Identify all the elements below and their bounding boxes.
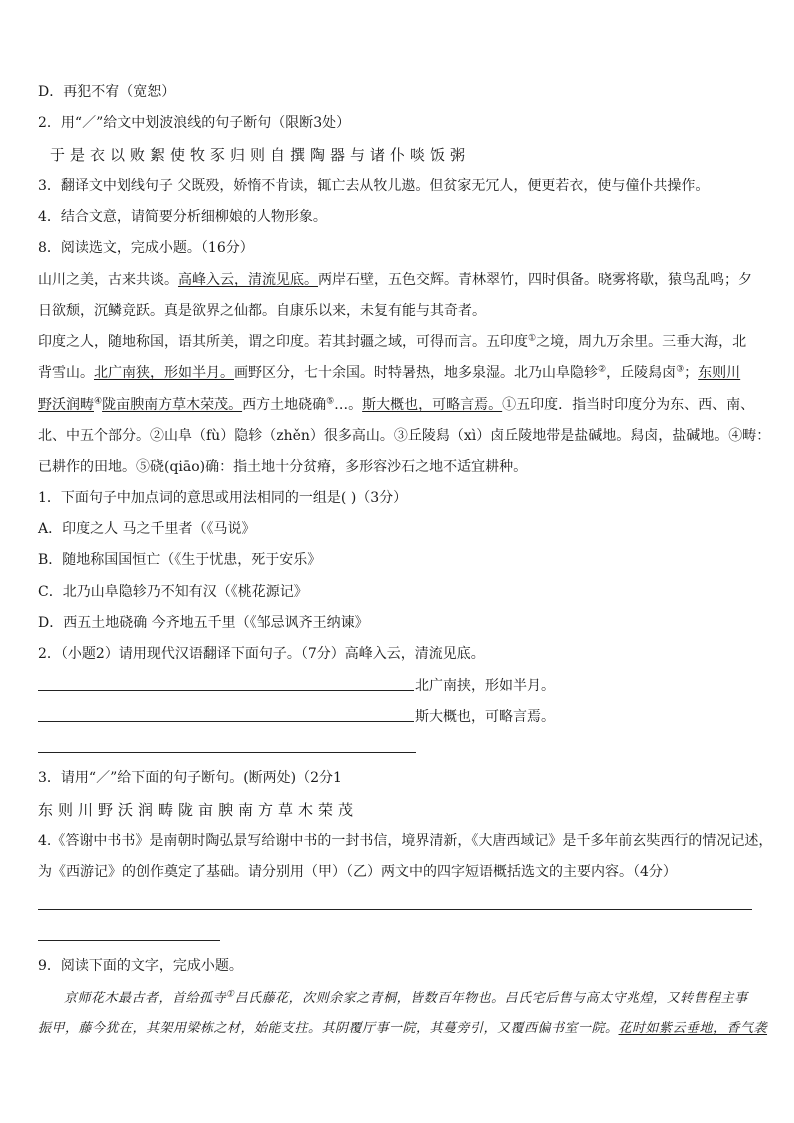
answer-line [38, 752, 416, 753]
underlined-text: 高峰入云，清流见底。 [178, 272, 318, 288]
passage-text: ，丘陵舄卤 [606, 365, 677, 381]
passage-text: 振甲，藤今犹在，其架用梁栋之材，始能支拄。其阴覆厅事一院，其蔓旁引，又覆西偏书室一院。 [38, 1021, 619, 1036]
footnote-marker: ③ [676, 364, 685, 375]
underlined-text: 东则川 [698, 365, 741, 381]
passage-text: 西方土地硗确 [242, 397, 327, 413]
passage-jia-line-2: 日欲颓，沉鳞竞跃。真是欲界之仙都。自康乐以来，未复有能与其奇者。 [38, 303, 486, 319]
footnote-text: ①五印度．指当时印度分为东、西、南、 [502, 397, 755, 413]
passage-yi-line-3 [38, 395, 754, 415]
footnote-line-1: 北、中五个部分。②山阜（fù）隐轸（zhěn）很多高山。③丘陵舄（xì）卤丘陵地带是盐碱地。舄卤，盐碱地。④畴： [38, 428, 771, 444]
answer-line [38, 721, 414, 722]
translate-sentence-3: 斯大概也，可略言焉。 [415, 709, 555, 725]
passage-9-line-1 [64, 989, 748, 1009]
subquestion-2: 2．（小题2）请用现代汉语翻译下面句子。（7分）高峰入云，清流见底。 [38, 646, 485, 662]
underlined-text: 斯大概也，可略言焉。 [362, 397, 503, 413]
section-9-heading: 9．阅读下面的文字，完成小题。 [38, 958, 243, 974]
passage-text: 画野区分，七十余国。时特暑热，地多泉湿。北乃山阜隐轸 [234, 365, 598, 381]
passage-jia-line-1 [38, 270, 752, 290]
question-2-line: 2．用“／”给文中划波浪线的句子断句（限断3处） [38, 115, 351, 131]
option-d: D．西五土地硗确 今齐地五千里（《邹忌讽齐王纳谏》 [38, 615, 369, 631]
question-4-line: 4．结合文意，请简要分析细柳娘的人物形象。 [38, 209, 327, 225]
sentence-to-punctuate: 于是衣以败絮使牧豕归则自撰陶器与诸仆啖饭粥 [50, 146, 471, 164]
footnote-marker: ② [598, 364, 607, 375]
underlined-text: 花时如紫云垂地，香气袭 [618, 1021, 768, 1036]
passage-text: 印度之人，随地称国，语其所美，谓之印度。若其封疆之域，可得而言。五印度 [38, 334, 528, 350]
footnote-marker: ① [528, 333, 537, 344]
subquestion-3: 3．请用“／”给下面的句子断句。(断两处)（2分1 [38, 770, 342, 786]
answer-line [38, 690, 414, 691]
passage-text: ； [684, 365, 699, 381]
footnote-line-2: 已耕作的田地。⑤硗(qiāo)确：指土地十分贫瘠，多形容沙石之地不适宜耕种。 [38, 459, 528, 475]
question-3-line: 3．翻译文中划线句子 父既殁，娇惰不肯读，辄亡去从牧儿遨。但贫家无冗人，便更若衣，使与僮仆共操作。 [38, 178, 710, 194]
section-8-heading: 8．阅读选文，完成小题。（16分） [38, 240, 254, 256]
subquestion-4-line-1: 4.《答谢中书书》是南朝时陶弘景写给谢中书的一封书信，境界清新，《大唐西域记》是千多年前玄奘西行的情况记述， [38, 833, 773, 849]
option-d-line: D．再犯不宥（宽恕） [38, 84, 176, 100]
subquestion-4-line-2: 为《西游记》的创作奠定了基础。请分别用（甲）（乙）两文中的四字短语概括选文的主要内容。（4分） [38, 864, 677, 880]
passage-text: 吕氏藤花，次则余家之青桐，皆数百年物也。吕氏宅后售与高太守兆煌，又转售程主事 [234, 991, 748, 1006]
translate-sentence-2: 北广南挟，形如半月。 [415, 678, 555, 694]
subquestion-1: 1．下面句子中加点词的意思或用法相同的一组是( )（3分） [38, 490, 408, 506]
footnote-marker: ④ [94, 396, 103, 407]
option-c: C．北乃山阜隐轸乃不知有汉（《桃花源记》 [38, 584, 308, 600]
underlined-text: 北广南狭，形如半月。 [94, 365, 234, 381]
passage-text: 山川之美，古来共谈。 [38, 272, 178, 288]
passage-yi-line-2 [38, 363, 740, 383]
option-b: B．随地称国国恒亡（《生于忧患，死于安乐》 [38, 552, 322, 568]
answer-line [38, 940, 220, 941]
passage-yi-line-1 [38, 332, 746, 352]
footnote-marker: ⑤ [326, 396, 335, 407]
underlined-text: 野沃润畴 [38, 397, 94, 413]
passage-text: 背雪山。 [38, 365, 94, 381]
passage-text: 京师花木最古者，首给孤寺 [64, 991, 227, 1006]
passage-text: 之境，周九万余里。三垂大海，北 [536, 334, 747, 350]
passage-text: 两岸石壁，五色交辉。青林翠竹，四时俱备。晓雾将歇，猿鸟乱鸣；夕 [318, 272, 752, 288]
footnote-marker: ① [226, 989, 235, 1000]
passage-text: …。 [334, 397, 363, 413]
passage-9-line-2 [38, 1019, 767, 1039]
answer-line [38, 909, 752, 910]
option-a: A．印度之人 马之千里者（《马说》 [38, 521, 256, 537]
sentence-to-punctuate-2: 东则川野沃润畴陇亩腴南方草木荣茂 [38, 801, 359, 819]
underlined-text: 陇亩腴南方草木荣茂。 [102, 397, 243, 413]
